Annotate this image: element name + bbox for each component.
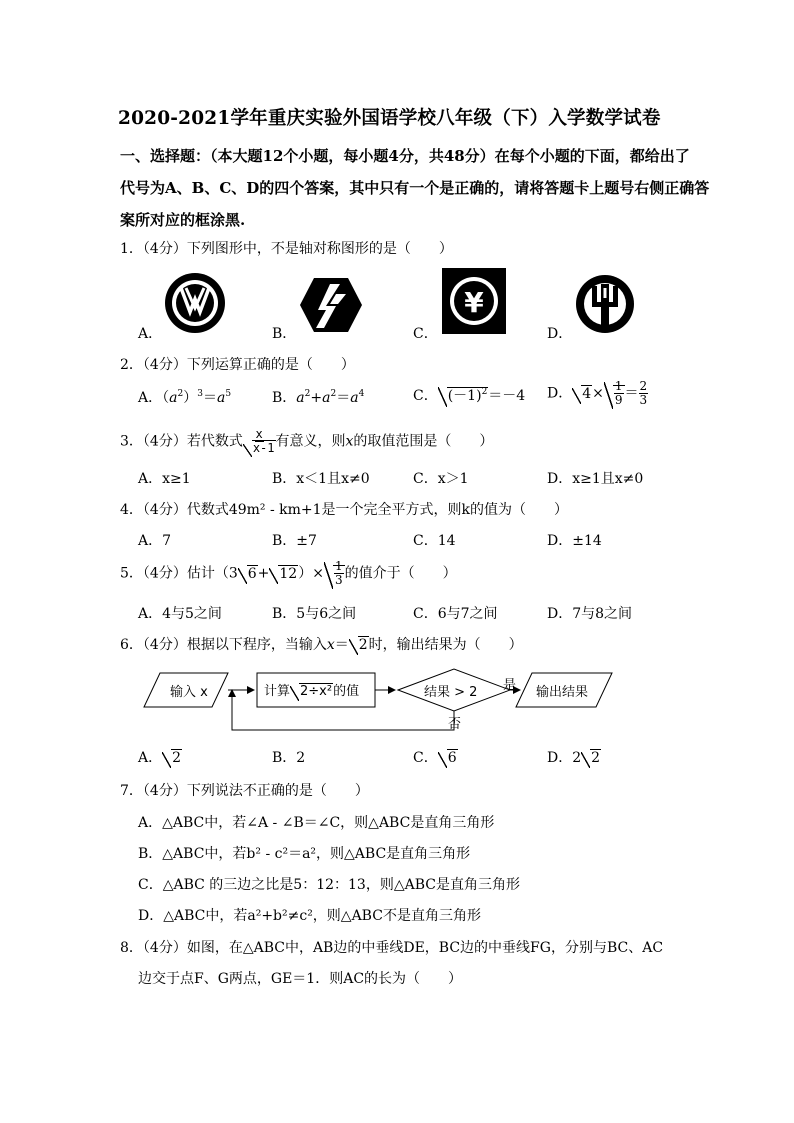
q3-stem: 3．（4分）若代数式 $\frac{x}{x-1}$ 有意义，则x的取值范围是（ ）	[120, 427, 494, 455]
q6-option-c: C． 6	[413, 750, 457, 766]
section-instructions-line2: 代号为A、B、C、D的四个答案，其中只有一个是正确的，请将答题卡上题号右侧正确答	[120, 179, 710, 197]
svg-text:¥: ¥	[464, 286, 484, 319]
q2-stem: 2．（4分）下列运算正确的是（ ）	[120, 357, 355, 373]
q7-stem: 7．（4分）下列说法不正确的是（ ）	[120, 783, 369, 799]
bank-logo-icon	[575, 274, 635, 334]
q5-option-b: B．5与6之间	[272, 606, 357, 622]
flow-input-label: 输入 x	[170, 685, 208, 700]
q1-option-a: A．	[138, 326, 163, 342]
flow-condition-label: 结果 > 2	[424, 685, 478, 700]
q3-option-c: C．x＞1	[413, 471, 469, 487]
q3-option-a: A．x≥1	[138, 471, 191, 487]
flow-no-label: 否	[448, 717, 462, 732]
q2-option-c: C． $(-1)^2=-4$	[413, 387, 526, 404]
q3-option-b: B．x＜1且x≠0	[272, 471, 370, 487]
q8-stem-line1: 8．（4分）如图，在△ABC中，AB边的中垂线DE，BC边的中垂线FG，分别与BC、AC	[120, 940, 664, 956]
q5-option-d: D．7与8之间	[547, 606, 633, 622]
hexagon-bolt-logo-icon	[300, 276, 362, 334]
q5-stem: 5．（4分）估计（3 6+ 12）× $\frac{1}{3}$ 的值介于（ ）	[120, 559, 457, 587]
section-instructions-line1: 一、选择题：（本大题12个小题，每小题4分，共48分）在每个小题的下面，都给出了	[120, 147, 690, 165]
q2-option-a: A．$(a^2)^3=a^5$	[138, 389, 232, 406]
vw-logo-icon	[164, 272, 226, 334]
q4-stem: 4．（4分）代数式49m² - km+1是一个完全平方式，则k的值为（ ）	[120, 502, 569, 518]
q5-option-a: A．4与5之间	[138, 606, 222, 622]
program-flowchart	[140, 664, 620, 738]
q4-option-d: D．±14	[547, 533, 602, 549]
q3-option-d: D．x≥1且x≠0	[547, 471, 644, 487]
flow-output-label: 输出结果	[536, 685, 589, 700]
page-title: 2020-2021学年重庆实验外国语学校八年级（下）入学数学试卷	[118, 108, 661, 129]
q7-option-d: D．△ABC中，若a²+b²≠c²，则△ABC不是直角三角形	[138, 908, 481, 924]
q2-option-d: D． 4× $\frac{1}{9}$ ＝ $\frac{2}{3}$	[547, 379, 648, 407]
q6-option-b: B．2	[272, 750, 306, 766]
q7-option-b: B．△ABC中，若b² - c²＝a²，则△ABC是直角三角形	[138, 846, 471, 862]
yen-coin-logo-icon	[442, 268, 506, 334]
q7-option-c: C．△ABC 的三边之比是5：12：13，则△ABC是直角三角形	[138, 877, 520, 893]
section-instructions-line3: 案所对应的框涂黑.	[120, 211, 246, 229]
q1-option-b: B．	[272, 326, 297, 342]
q4-option-c: C．14	[413, 533, 456, 549]
q4-option-b: B．±7	[272, 533, 317, 549]
q6-option-a: A． 2	[138, 750, 182, 766]
q8-stem-line2: 边交于点F、G两点，GE＝1．则AC的长为（ ）	[138, 971, 463, 987]
q1-option-d: D．	[547, 326, 573, 342]
q6-option-d: D．2 2	[547, 750, 601, 766]
q1-stem: 1．（4分）下列图形中，不是轴对称图形的是（ ）	[120, 241, 453, 257]
q4-option-a: A．7	[138, 533, 172, 549]
q5-option-c: C．6与7之间	[413, 606, 498, 622]
q1-option-c: C．	[413, 326, 438, 342]
flow-calc-label: 计算 2÷x²的值	[264, 684, 360, 699]
flow-yes-label: 是	[503, 678, 517, 693]
q2-option-b: B．$a^2+a^2=a^4$	[272, 389, 365, 406]
q6-stem: 6．（4分）根据以下程序，当输入x＝ 2时，输出结果为（ ）	[120, 637, 523, 653]
q7-option-a: A．△ABC中，若∠A - ∠B＝∠C，则△ABC是直角三角形	[138, 815, 495, 831]
